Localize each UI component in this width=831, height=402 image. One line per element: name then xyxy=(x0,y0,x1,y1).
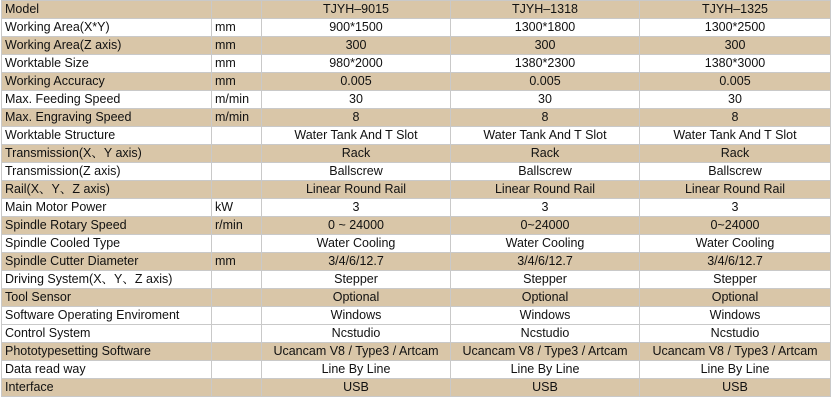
spec-value-model-3: 8 xyxy=(640,109,831,127)
spec-value-model-2: Line By Line xyxy=(451,361,640,379)
spec-value-model-1: Windows xyxy=(262,307,451,325)
spec-value-model-1: Line By Line xyxy=(262,361,451,379)
spec-value-model-3: Water Tank And T Slot xyxy=(640,127,831,145)
spec-value-model-3: Linear Round Rail xyxy=(640,181,831,199)
spec-unit: kW xyxy=(212,199,262,217)
spec-value-model-1: Water Tank And T Slot xyxy=(262,127,451,145)
spec-label: Spindle Cutter Diameter xyxy=(2,253,212,271)
spec-unit xyxy=(212,307,262,325)
spec-label: Transmission(X、Y axis) xyxy=(2,145,212,163)
spec-unit: mm xyxy=(212,253,262,271)
spec-value-model-3: Ballscrew xyxy=(640,163,831,181)
header-unit xyxy=(212,1,262,19)
spec-value-model-3: 30 xyxy=(640,91,831,109)
spec-row xyxy=(2,271,831,289)
spec-unit xyxy=(212,343,262,361)
spec-label: Data read way xyxy=(2,361,212,379)
spec-value-model-3: 0.005 xyxy=(640,73,831,91)
spec-row xyxy=(2,253,831,271)
header-model-3: TJYH–1325 xyxy=(640,1,831,19)
spec-unit: mm xyxy=(212,55,262,73)
spec-value-model-3: Rack xyxy=(640,145,831,163)
spec-row xyxy=(2,325,831,343)
spec-unit: mm xyxy=(212,19,262,37)
spec-value-model-3: 1380*3000 xyxy=(640,55,831,73)
spec-value-model-2: 1380*2300 xyxy=(451,55,640,73)
spec-label: Software Operating Enviroment xyxy=(2,307,212,325)
spec-row xyxy=(2,235,831,253)
spec-value-model-2: 0.005 xyxy=(451,73,640,91)
spec-label: Driving System(X、Y、Z axis) xyxy=(2,271,212,289)
spec-label: Transmission(Z axis) xyxy=(2,163,212,181)
spec-value-model-1: Ucancam V8 / Type3 / Artcam xyxy=(262,343,451,361)
spec-unit xyxy=(212,235,262,253)
spec-value-model-1: 30 xyxy=(262,91,451,109)
spec-value-model-2: Water Tank And T Slot xyxy=(451,127,640,145)
spec-value-model-2: 8 xyxy=(451,109,640,127)
spec-label: Max. Engraving Speed xyxy=(2,109,212,127)
spec-value-model-1: 300 xyxy=(262,37,451,55)
spec-value-model-2: 30 xyxy=(451,91,640,109)
spec-label: Worktable Size xyxy=(2,55,212,73)
spec-row xyxy=(2,37,831,55)
spec-label: Tool Sensor xyxy=(2,289,212,307)
spec-unit xyxy=(212,181,262,199)
spec-row xyxy=(2,19,831,37)
spec-row xyxy=(2,109,831,127)
spec-value-model-3: 1300*2500 xyxy=(640,19,831,37)
spec-label: Spindle Rotary Speed xyxy=(2,217,212,235)
spec-label: Rail(X、Y、Z axis) xyxy=(2,181,212,199)
spec-label: Main Motor Power xyxy=(2,199,212,217)
spec-row xyxy=(2,379,831,397)
spec-value-model-1: 8 xyxy=(262,109,451,127)
spec-value-model-3: USB xyxy=(640,379,831,397)
spec-value-model-2: 3/4/6/12.7 xyxy=(451,253,640,271)
spec-value-model-2: Stepper xyxy=(451,271,640,289)
spec-unit xyxy=(212,325,262,343)
spec-value-model-3: Line By Line xyxy=(640,361,831,379)
spec-value-model-3: Water Cooling xyxy=(640,235,831,253)
spec-label: Working Accuracy xyxy=(2,73,212,91)
spec-row xyxy=(2,199,831,217)
spec-label: Max. Feeding Speed xyxy=(2,91,212,109)
spec-unit: mm xyxy=(212,73,262,91)
spec-row xyxy=(2,91,831,109)
spec-value-model-1: 980*2000 xyxy=(262,55,451,73)
spec-unit xyxy=(212,145,262,163)
spec-value-model-3: Stepper xyxy=(640,271,831,289)
spec-unit xyxy=(212,289,262,307)
spec-value-model-3: 3 xyxy=(640,199,831,217)
spec-row xyxy=(2,307,831,325)
spec-row xyxy=(2,163,831,181)
spec-table xyxy=(1,0,831,397)
spec-unit: m/min xyxy=(212,91,262,109)
spec-value-model-1: 900*1500 xyxy=(262,19,451,37)
header-model-1: TJYH–9015 xyxy=(262,1,451,19)
spec-unit xyxy=(212,379,262,397)
spec-value-model-3: Ncstudio xyxy=(640,325,831,343)
spec-label: Worktable Structure xyxy=(2,127,212,145)
spec-value-model-3: Optional xyxy=(640,289,831,307)
spec-value-model-3: Windows xyxy=(640,307,831,325)
spec-unit: r/min xyxy=(212,217,262,235)
spec-row xyxy=(2,181,831,199)
spec-unit xyxy=(212,163,262,181)
spec-row xyxy=(2,361,831,379)
spec-value-model-1: Linear Round Rail xyxy=(262,181,451,199)
spec-value-model-2: USB xyxy=(451,379,640,397)
spec-value-model-3: 300 xyxy=(640,37,831,55)
spec-row xyxy=(2,217,831,235)
spec-value-model-2: Rack xyxy=(451,145,640,163)
spec-value-model-3: 3/4/6/12.7 xyxy=(640,253,831,271)
spec-label: Control System xyxy=(2,325,212,343)
spec-unit xyxy=(212,127,262,145)
spec-value-model-2: 0~24000 xyxy=(451,217,640,235)
spec-label: Working Area(X*Y) xyxy=(2,19,212,37)
spec-label: Spindle Cooled Type xyxy=(2,235,212,253)
spec-value-model-2: 1300*1800 xyxy=(451,19,640,37)
header-label: Model xyxy=(2,1,212,19)
header-row xyxy=(2,1,831,19)
spec-row xyxy=(2,145,831,163)
header-model-2: TJYH–1318 xyxy=(451,1,640,19)
spec-label: Working Area(Z axis) xyxy=(2,37,212,55)
spec-value-model-2: Ballscrew xyxy=(451,163,640,181)
spec-unit: mm xyxy=(212,37,262,55)
spec-value-model-2: 3 xyxy=(451,199,640,217)
spec-value-model-2: Water Cooling xyxy=(451,235,640,253)
spec-value-model-2: Windows xyxy=(451,307,640,325)
spec-value-model-1: 0 ~ 24000 xyxy=(262,217,451,235)
spec-unit xyxy=(212,361,262,379)
spec-row xyxy=(2,55,831,73)
spec-value-model-2: Ucancam V8 / Type3 / Artcam xyxy=(451,343,640,361)
spec-unit xyxy=(212,271,262,289)
spec-label: Interface xyxy=(2,379,212,397)
spec-row xyxy=(2,289,831,307)
spec-row xyxy=(2,73,831,91)
spec-row xyxy=(2,127,831,145)
spec-value-model-1: Optional xyxy=(262,289,451,307)
spec-value-model-1: 0.005 xyxy=(262,73,451,91)
spec-value-model-2: Ncstudio xyxy=(451,325,640,343)
spec-value-model-1: Rack xyxy=(262,145,451,163)
spec-value-model-2: Optional xyxy=(451,289,640,307)
spec-value-model-1: 3/4/6/12.7 xyxy=(262,253,451,271)
spec-value-model-1: Ncstudio xyxy=(262,325,451,343)
spec-value-model-1: Stepper xyxy=(262,271,451,289)
spec-value-model-1: 3 xyxy=(262,199,451,217)
spec-unit: m/min xyxy=(212,109,262,127)
spec-value-model-1: USB xyxy=(262,379,451,397)
spec-row xyxy=(2,343,831,361)
spec-value-model-1: Ballscrew xyxy=(262,163,451,181)
spec-value-model-2: 300 xyxy=(451,37,640,55)
spec-value-model-1: Water Cooling xyxy=(262,235,451,253)
spec-value-model-2: Linear Round Rail xyxy=(451,181,640,199)
spec-value-model-3: Ucancam V8 / Type3 / Artcam xyxy=(640,343,831,361)
spec-table-body xyxy=(2,1,831,397)
spec-label: Phototypesetting Software xyxy=(2,343,212,361)
spec-value-model-3: 0~24000 xyxy=(640,217,831,235)
